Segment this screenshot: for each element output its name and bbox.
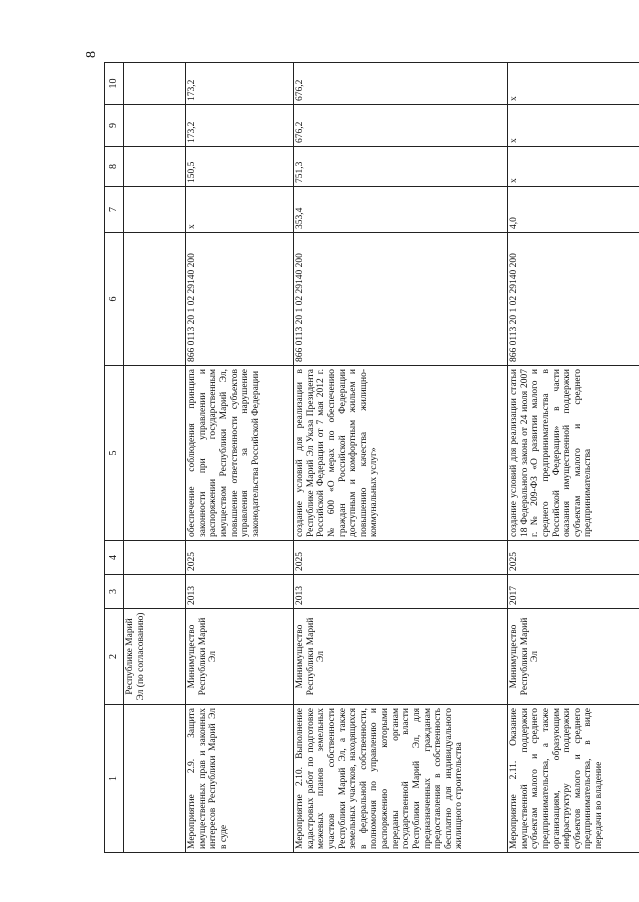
cell-start-year — [124, 575, 186, 609]
col-header: 3 — [105, 575, 124, 609]
cell-start-year: 2017 — [508, 575, 639, 609]
col-header: 8 — [105, 147, 124, 187]
table-row — [124, 63, 186, 853]
cell-start-year: 2013 — [186, 575, 294, 609]
cell-activity: Мероприятие 2.10. Выполнение кадастровых работ по подготовке межевых планов земельных участков собственности Республики Марий Эл, а также земельных участков, находящихся в федеральной собственности, полномочия по управлению и распоряжению которыми переданы органам государственной власти Республики Марий Эл, для предназначенных гражданам предоставления в собственность бесплатно для индивидуального жилищного строительства — [294, 705, 508, 853]
col-header: 6 — [105, 233, 124, 366]
program-table — [104, 62, 639, 853]
cell-code — [124, 233, 186, 366]
cell-value: х — [186, 187, 294, 233]
cell-value: х — [508, 147, 639, 187]
cell-value: 173,2 — [186, 105, 294, 147]
table-row — [508, 63, 639, 853]
cell-value: 150,5 — [186, 147, 294, 187]
cell-code: 866 0113 20 1 02 29140 200 — [508, 233, 639, 366]
cell-end-year: 2025 — [186, 541, 294, 575]
cell-end-year — [124, 541, 186, 575]
cell-value — [124, 105, 186, 147]
col-header: 5 — [105, 366, 124, 541]
cell-end-year: 2025 — [294, 541, 508, 575]
cell-executor: Минимущество Республики Марий Эл — [508, 609, 639, 705]
cell-value: 353,4 — [294, 187, 508, 233]
cell-activity — [124, 705, 186, 853]
cell-value — [124, 63, 186, 105]
cell-executor: Минимущество Республики Марий Эл — [186, 609, 294, 705]
cell-value — [124, 187, 186, 233]
cell-executor: Минимущество Республики Марий Эл — [294, 609, 508, 705]
cell-value: 173,2 — [186, 63, 294, 105]
header-row — [105, 63, 124, 853]
cell-value: 676,2 — [294, 105, 508, 147]
cell-start-year: 2013 — [294, 575, 508, 609]
page-number: 8 — [84, 51, 99, 58]
cell-value: 4,0 — [508, 187, 639, 233]
cell-value: 676,2 — [294, 63, 508, 105]
cell-value: х — [508, 105, 639, 147]
cell-executor: Республике Марий Эл (по согласованию) — [124, 609, 186, 705]
rotated-table-sheet — [104, 63, 639, 853]
table-row — [186, 63, 294, 853]
cell-value — [124, 147, 186, 187]
cell-end-year: 2025 — [508, 541, 639, 575]
cell-result: обеспечение соблюдения принципа законности при управлении и распоряжении государственным имуществом Республики Марий Эл, повышение ответственности субъектов управления за нарушение законодательства Российской Федерации — [186, 366, 294, 541]
col-header: 4 — [105, 541, 124, 575]
col-header: 7 — [105, 187, 124, 233]
table-row — [294, 63, 508, 853]
cell-code: 866 0113 20 1 02 29140 200 — [186, 233, 294, 366]
cell-result: создание условий для реализации в Республике Марий Эл Указа Президента Российской Федерации от 7 мая 2012 г. № 600 «О мерах по обеспечению граждан Российской Федерации доступным и комфортным жильем и повышению качества жилищно-коммунальных услуг» — [294, 366, 508, 541]
cell-value: х — [508, 63, 639, 105]
col-header: 9 — [105, 105, 124, 147]
cell-result — [124, 366, 186, 541]
cell-activity: Мероприятие 2.11. Оказание имущественной поддержки субъектам малого и среднего предпринимательства, а также организациям, образующим инфраструктуру поддержки субъектов малого и среднего предпринимательства, в виде передачи во владение — [508, 705, 639, 853]
cell-result: создание условий для реализации статьи 18 Федерального закона от 24 июля 2007 г. № 209-ФЗ «О развитии малого и среднего предпринимательства в Российской Федерации» в части оказания имущественной поддержки субъектам малого и среднего предпринимательства — [508, 366, 639, 541]
cell-activity: Мероприятие 2.9. Защита имущественных прав и законных интересов Республики Марий Эл в суде — [186, 705, 294, 853]
cell-value: 751,3 — [294, 147, 508, 187]
col-header: 10 — [105, 63, 124, 105]
col-header: 1 — [105, 705, 124, 853]
cell-code: 866 0113 20 1 02 29140 200 — [294, 233, 508, 366]
col-header: 2 — [105, 609, 124, 705]
